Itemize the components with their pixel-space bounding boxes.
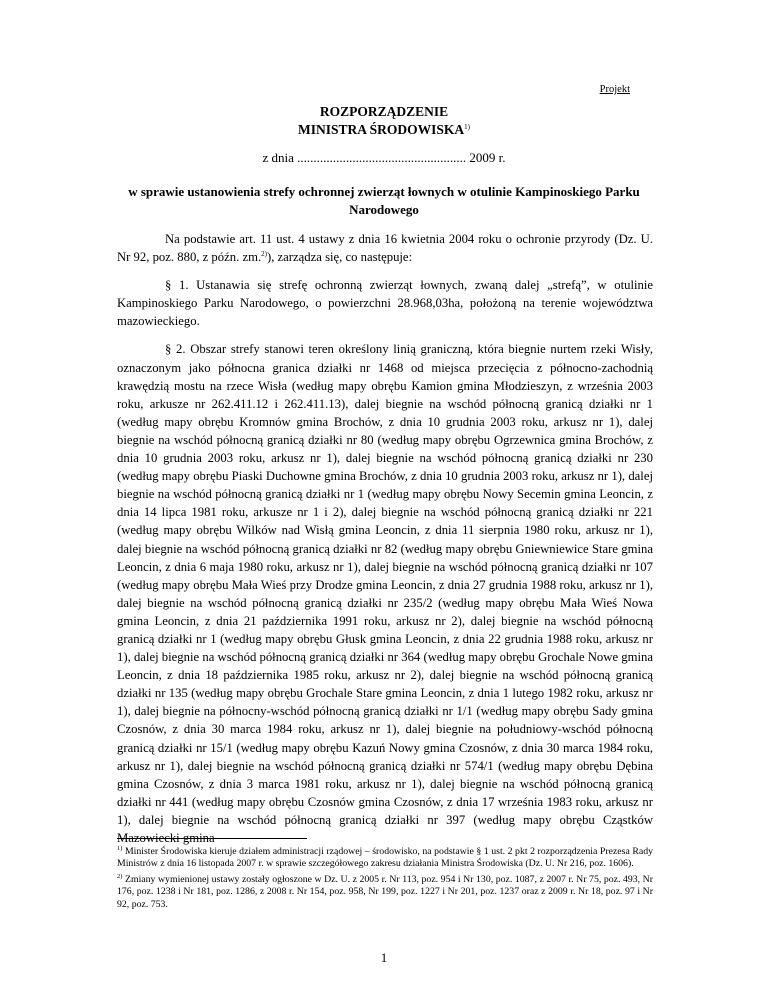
footnote-1-marker: 1) [117,845,123,852]
preamble-footnote-marker: 2) [261,250,267,259]
document-body [117,230,653,857]
projekt-label: Projekt [599,84,630,95]
date-line: z dnia .................................................... 2009 r. [262,150,506,165]
title-line-2-text: MINISTRA ŚRODOWISKA [297,122,465,137]
footnotes [117,846,653,914]
page-number: 1 [380,950,388,965]
title-line-1: ROZPORZĄDZENIE [319,104,449,119]
footnote-1 [117,846,653,871]
footnote-2 [117,874,653,911]
footnote-divider [117,838,307,839]
title-line-2 [0,121,768,139]
document-subject: w sprawie ustanowienia strefy ochronnej zwierząt łownych w otulinie Kampinoskiego Parku Narodowego [128,184,640,217]
footnote-2-marker: 2) [117,872,123,880]
footnote-2-text: Zmiany wymienionej ustawy zostały ogłoszone w Dz. U. z 2005 r. Nr 113, poz. 954 i Nr 130, poz. 1087, z 2007 r. Nr 75, poz. 493, Nr 176, poz. 1238 i Nr 181, poz. 1286, z 2008 r. Nr 154, poz. 958, Nr 199, poz. 1227 i Nr 201, poz. 1237 oraz z 2009 r. Nr 18, poz. 97 i Nr 92, poz. 753. [117,873,653,910]
preamble-before: Na podstawie art. 11 ust. 4 ustawy z dnia 16 kwietnia 2004 roku o ochronie przyrody (Dz. U. Nr 92, poz. 880, z późn. zm. [117,232,653,265]
document-title [0,103,768,139]
title-footnote-marker: 1) [464,123,470,131]
preamble [117,230,653,266]
footnote-1-text: Minister Środowiska kieruje działem administracji rządowej – środowisko, na podstawie § 1 ust. 2 pkt 2 rozporządzenia Prezesa Rady Ministrów z dnia 16 listopada 2007 r. w sprawie szczegółowego zakresu działania Ministra Środowiska (Dz. U. Nr 216, poz. 1606). [117,846,653,870]
preamble-after: ), zarządza się, co następuje: [266,250,413,265]
paragraph-2: § 2. Obszar strefy stanowi teren określony linią graniczną, która biegnie nurtem rzeki Wisły, oznaczonym jako północna granica działki nr 1468 od miejsca przecięcia z północno-zachodnią krawędzią mostu na rzece Wisła (według mapy obrębu Kamion gmina Młodzieszyn, z września 2003 roku, arkusze nr 262.411.12 i 262.411.13), dalej biegnie na wschód północną granicą działki nr 1 (według mapy obrębu Kromnów gmina Brochów, z dnia 10 grudnia 2003 roku, arkusz nr 1), dalej biegnie na wschód północną granicą działki nr 80 (według mapy obrębu Ogrzewnica gmina Brochów, z dnia 10 grudnia 2003 roku, arkusz nr 1), dalej biegnie na wschód północną granicą działki nr 230 (według mapy obrębu Piaski Duchowne gmina Brochów, z dnia 10 grudnia 2003 roku, arkusz nr 1), dalej biegnie na wschód północną granicą działki nr 1 (według mapy obrębu Nowy Secemin gmina Leoncin, z dnia 14 lipca 1981 roku, arkusze nr 1 i 2), dalej biegnie na wschód północną granicą działki nr 221 (według mapy obrębu Wilków nad Wisłą gmina Leoncin, z dnia 11 sierpnia 1980 roku, arkusz nr 1), dalej biegnie na wschód północną granicą działki nr 82 (według mapy obrębu Gniewniewice Stare gmina Leoncin, z dnia 6 maja 1980 roku, arkusz nr 1), dalej biegnie na wschód północną granicą działki nr 107 (według mapy obrębu Mała Wieś przy Drodze gmina Leoncin, z dnia 27 grudnia 1988 roku, arkusz nr 1), dalej biegnie na wschód północną granicą działki nr 235/2 (według mapy obrębu Mała Wieś Nowa gmina Leoncin, z dnia 21 października 1991 roku, arkusz nr 2), dalej biegnie na wschód północną granicą działki nr 1 (według mapy obrębu Głusk gmina Leoncin, z dnia 22 grudnia 1988 roku, arkusz nr 1), dalej biegnie na wschód północną granicą działki nr 364 (według mapy obrębu Grochale Nowe gmina Leoncin, z dnia 18 października 1985 roku, arkusz nr 2), dalej biegnie na wschód północną granicą działki nr 135 (według mapy obrębu Grochale Stare gmina Leoncin, z dnia 1 lutego 1982 roku, arkusz nr 1), dalej biegnie na północny-wschód północną granicą działki nr 1/1 (według mapy obrębu Sady gmina Czosnów, z dnia 30 marca 1984 roku, arkusz nr 1), dalej biegnie na południowy-wschód północną granicą działki nr 15/1 (według mapy obrębu Kazuń Nowy gmina Czosnów, z dnia 30 marca 1984 roku, arkusz nr 1), dalej biegnie na wschód północną granicą działki nr 574/1 (według mapy obrębu Dębina gmina Czosnów, z dnia 3 marca 1981 roku, arkusz nr 1), dalej biegnie na wschód północną granicą działki nr 441 (według mapy obrębu Czosnów gmina Czosnów, z dnia 17 września 1983 roku, arkusz nr 1), dalej biegnie na wschód północną granicą działki nr 397 (według mapy obrębu Cząstków Mazowiecki gmina [117,342,653,845]
paragraph-1: § 1. Ustanawia się strefę ochronną zwierząt łownych, zwaną dalej „strefą”, w otulinie Kampinoskiego Parku Narodowego, o powierzchni 28.968,03ha, położoną na terenie województwa mazowieckiego. [117,278,653,329]
